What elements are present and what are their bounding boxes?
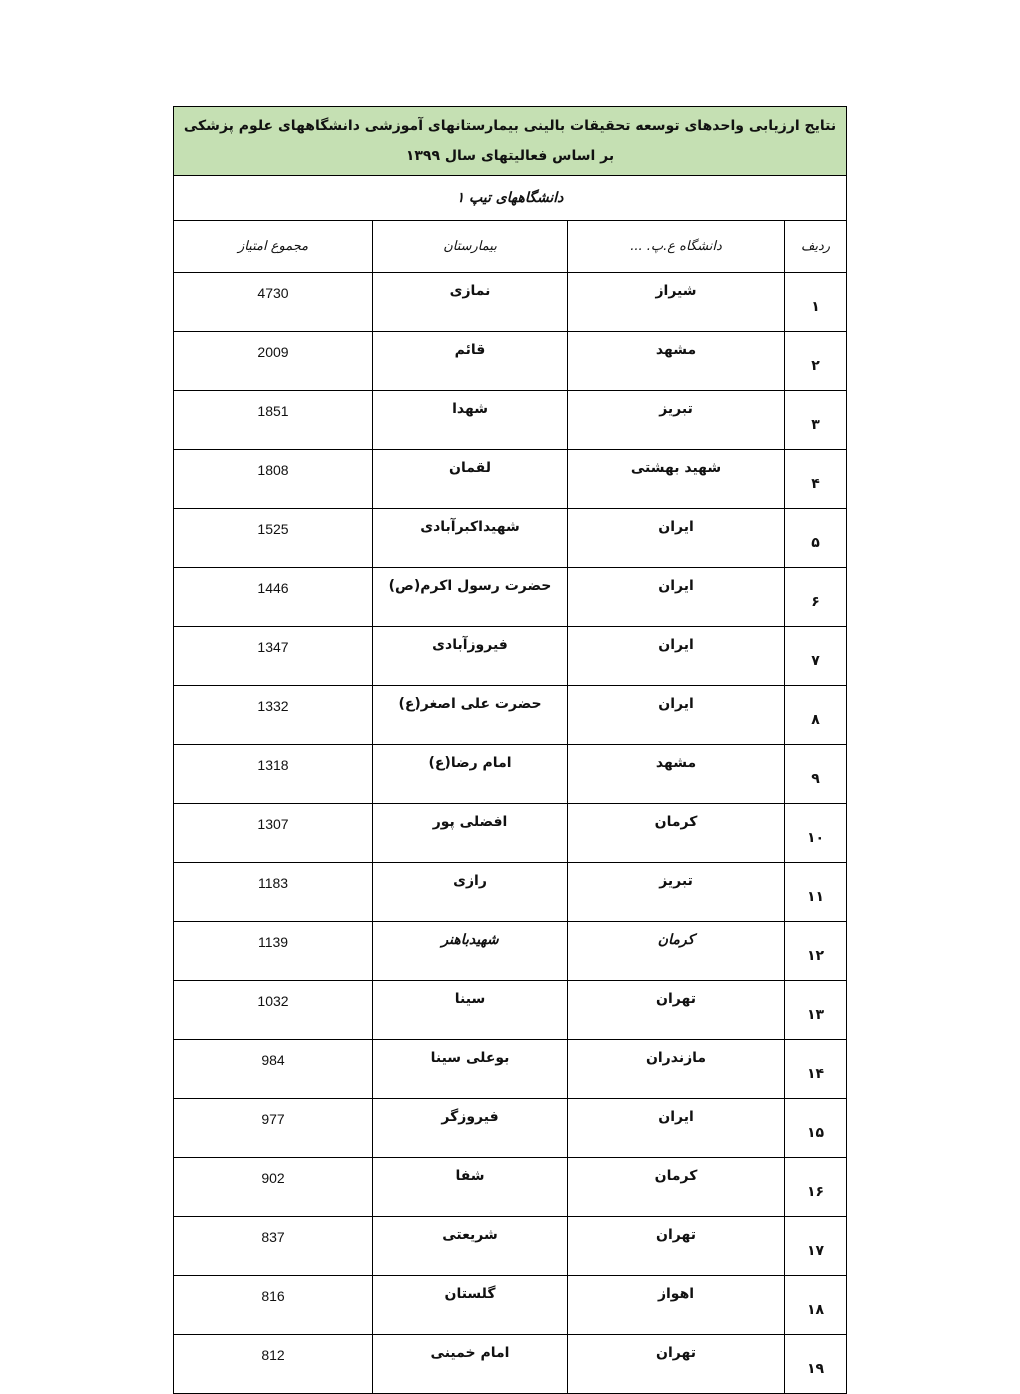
table-row xyxy=(174,1099,847,1158)
table-row xyxy=(174,1040,847,1099)
table-row xyxy=(174,568,847,627)
row-hospital: قائم xyxy=(373,332,568,391)
row-university: شهید بهشتی xyxy=(568,450,785,509)
row-university: تهران xyxy=(568,981,785,1040)
table-row xyxy=(174,745,847,804)
header-score: مجموع امتیاز xyxy=(174,221,373,273)
table-row xyxy=(174,627,847,686)
row-university: مشهد xyxy=(568,332,785,391)
row-hospital: امام خمینی xyxy=(373,1335,568,1394)
table-row xyxy=(174,273,847,332)
row-score: 1032 xyxy=(174,981,373,1040)
table-row xyxy=(174,1217,847,1276)
row-hospital: بوعلی سینا xyxy=(373,1040,568,1099)
row-university: اهواز xyxy=(568,1276,785,1335)
row-hospital: شهیدباهنر xyxy=(373,922,568,981)
row-rank: ۴ xyxy=(785,450,847,509)
header-row xyxy=(174,221,847,273)
row-score: 1183 xyxy=(174,863,373,922)
row-score: 1332 xyxy=(174,686,373,745)
row-hospital: نمازی xyxy=(373,273,568,332)
row-score: 1525 xyxy=(174,509,373,568)
table-row xyxy=(174,863,847,922)
table-row xyxy=(174,1335,847,1394)
row-rank: ۲ xyxy=(785,332,847,391)
header-university: دانشگاه ع.پ. ... xyxy=(568,221,785,273)
row-score: 837 xyxy=(174,1217,373,1276)
row-hospital: شهیداکبرآبادی xyxy=(373,509,568,568)
ranking-table xyxy=(173,106,847,1394)
header-rank: ردیف xyxy=(785,221,847,273)
row-rank: ۱۸ xyxy=(785,1276,847,1335)
row-university: کرمان xyxy=(568,1158,785,1217)
row-hospital: افضلی پور xyxy=(373,804,568,863)
row-university: ایران xyxy=(568,627,785,686)
row-hospital: شریعتی xyxy=(373,1217,568,1276)
row-university: تبریز xyxy=(568,863,785,922)
row-rank: ۹ xyxy=(785,745,847,804)
title-line-2: بر اساس فعالیتهای سال ۱۳۹۹ xyxy=(405,148,615,164)
row-hospital: امام رضا(ع) xyxy=(373,745,568,804)
row-university: ایران xyxy=(568,509,785,568)
row-rank: ۳ xyxy=(785,391,847,450)
row-rank: ۱۱ xyxy=(785,863,847,922)
row-rank: ۷ xyxy=(785,627,847,686)
row-score: 1318 xyxy=(174,745,373,804)
row-hospital: سینا xyxy=(373,981,568,1040)
table-row xyxy=(174,981,847,1040)
row-score: 1446 xyxy=(174,568,373,627)
row-rank: ۱۵ xyxy=(785,1099,847,1158)
row-rank: ۱ xyxy=(785,273,847,332)
row-university: کرمان xyxy=(568,804,785,863)
row-rank: ۱۰ xyxy=(785,804,847,863)
table-row xyxy=(174,332,847,391)
row-rank: ۱۳ xyxy=(785,981,847,1040)
table-subtitle: دانشگاههای تیپ ۱ xyxy=(174,176,847,221)
row-hospital: حضرت علی اصغر(ع) xyxy=(373,686,568,745)
row-rank: ۱۷ xyxy=(785,1217,847,1276)
row-score: 816 xyxy=(174,1276,373,1335)
row-rank: ۱۶ xyxy=(785,1158,847,1217)
row-score: 1347 xyxy=(174,627,373,686)
table-row xyxy=(174,922,847,981)
table-row xyxy=(174,391,847,450)
table-title xyxy=(174,107,847,176)
title-line-1: نتایج ارزیابی واحدهای توسعه تحقیقات بالینی بیمارستانهای آموزشی دانشگاههای علوم پزشکی xyxy=(183,118,837,134)
row-university: ایران xyxy=(568,686,785,745)
row-rank: ۱۴ xyxy=(785,1040,847,1099)
row-hospital: گلستان xyxy=(373,1276,568,1335)
row-score: 4730 xyxy=(174,273,373,332)
row-score: 984 xyxy=(174,1040,373,1099)
row-hospital: لقمان xyxy=(373,450,568,509)
row-score: 1307 xyxy=(174,804,373,863)
row-score: 1851 xyxy=(174,391,373,450)
table-row xyxy=(174,1158,847,1217)
row-score: 977 xyxy=(174,1099,373,1158)
table-row xyxy=(174,450,847,509)
row-hospital: حضرت رسول اکرم(ص) xyxy=(373,568,568,627)
row-score: 902 xyxy=(174,1158,373,1217)
row-hospital: رازی xyxy=(373,863,568,922)
table-row xyxy=(174,804,847,863)
row-university: تهران xyxy=(568,1217,785,1276)
row-rank: ۱۹ xyxy=(785,1335,847,1394)
row-hospital: فیروزآبادی xyxy=(373,627,568,686)
row-university: تهران xyxy=(568,1335,785,1394)
row-rank: ۶ xyxy=(785,568,847,627)
row-rank: ۱۲ xyxy=(785,922,847,981)
row-university: ایران xyxy=(568,568,785,627)
table-row xyxy=(174,686,847,745)
row-rank: ۸ xyxy=(785,686,847,745)
row-score: 2009 xyxy=(174,332,373,391)
row-hospital: شهدا xyxy=(373,391,568,450)
row-score: 1139 xyxy=(174,922,373,981)
row-university: کرمان xyxy=(568,922,785,981)
row-university: تبریز xyxy=(568,391,785,450)
table-row xyxy=(174,1276,847,1335)
row-university: شیراز xyxy=(568,273,785,332)
row-university: مشهد xyxy=(568,745,785,804)
table-row xyxy=(174,509,847,568)
row-score: 1808 xyxy=(174,450,373,509)
row-rank: ۵ xyxy=(785,509,847,568)
row-hospital: فیروزگر xyxy=(373,1099,568,1158)
row-score: 812 xyxy=(174,1335,373,1394)
row-university: مازندران xyxy=(568,1040,785,1099)
header-hospital: بیمارستان xyxy=(373,221,568,273)
row-university: ایران xyxy=(568,1099,785,1158)
row-hospital: شفا xyxy=(373,1158,568,1217)
